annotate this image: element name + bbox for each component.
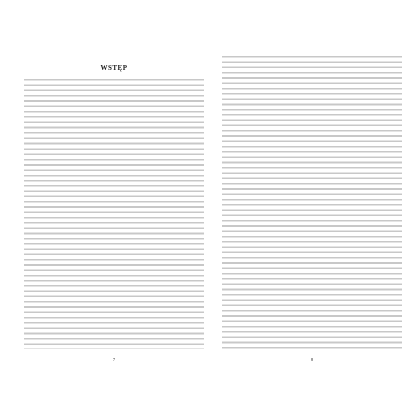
page-number: 7 (112, 357, 116, 362)
paragraph (222, 241, 402, 294)
paragraph (24, 185, 204, 243)
paragraph (222, 204, 402, 241)
right-page (222, 56, 402, 362)
page-number: 8 (310, 357, 314, 362)
paragraph (24, 79, 204, 143)
paragraph (24, 143, 204, 185)
paragraph (222, 167, 402, 204)
paragraph (222, 294, 402, 352)
paragraph (24, 243, 204, 285)
paragraph (222, 56, 402, 114)
section-heading: WSTĘP (100, 64, 128, 72)
paragraph (222, 114, 402, 167)
left-page (24, 56, 204, 362)
paragraph (24, 285, 204, 349)
